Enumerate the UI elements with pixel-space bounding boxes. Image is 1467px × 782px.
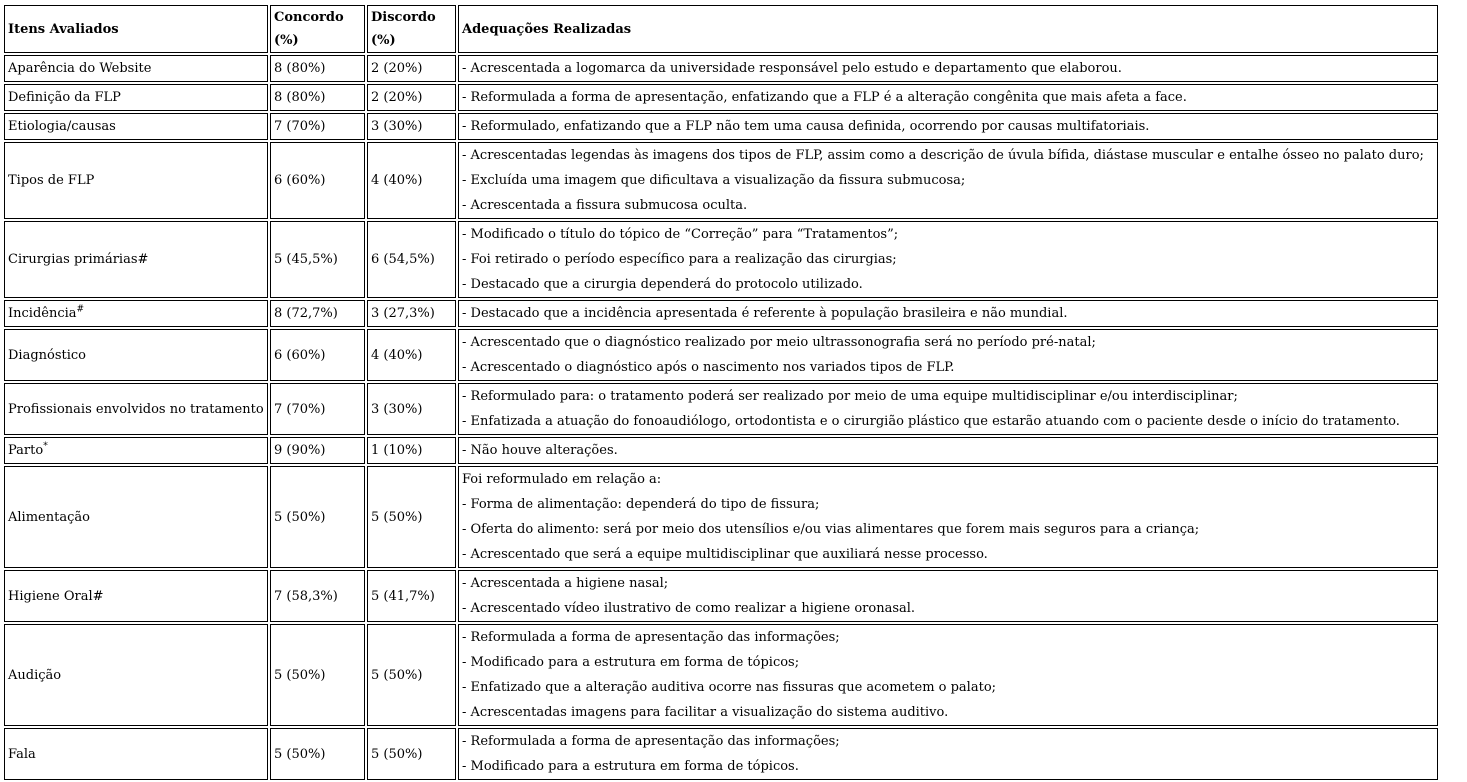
change-line: - Acrescentada a higiene nasal; [462,576,669,591]
change-line: - Não houve alterações. [462,443,618,458]
table-row [4,624,1438,726]
item-cell [4,329,268,381]
item-footnote-mark: # [76,304,85,315]
item-cell [4,570,268,622]
change-line: - Reformulada a forma de apresentação das informações; [462,734,840,749]
change-line: - Reformulada a forma de apresentação das informações; [462,630,840,645]
disagree-cell: 5 (50%) [367,624,456,726]
changes-cell [458,570,1438,622]
change-line: - Excluída uma imagem que dificultava a visualização da fissura submucosa; [462,173,966,188]
disagree-cell: 2 (20%) [367,84,456,111]
change-line: - Destacado que a incidência apresentada é referente à população brasileira e não mundial. [462,306,1068,321]
table-row [4,466,1438,568]
disagree-cell: 6 (54,5%) [367,221,456,298]
disagree-cell: 5 (50%) [367,728,456,780]
item-cell [4,113,268,140]
table-row [4,329,1438,381]
changes-cell [458,624,1438,726]
change-line: - Modificado para a estrutura em forma de tópicos. [462,759,799,774]
changes-cell [458,466,1438,568]
changes-cell [458,55,1438,82]
table-row [4,437,1438,464]
item-cell [4,142,268,219]
header-disagree: Discordo (%) [367,5,456,53]
disagree-cell: 3 (30%) [367,113,456,140]
changes-cell [458,728,1438,780]
changes-cell [458,221,1438,298]
header-row [4,5,1438,53]
table-body [4,55,1438,780]
change-line: - Reformulado para: o tratamento poderá ser realizado por meio de uma equipe multidisciplinar e/ou interdisciplinar; [462,389,1238,404]
item-footnote-mark: * [43,441,48,452]
change-line: - Forma de alimentação: dependerá do tipo de fissura; [462,497,820,512]
disagree-cell: 1 (10%) [367,437,456,464]
disagree-cell: 3 (27,3%) [367,300,456,327]
item-label: Audição [8,667,62,683]
agree-cell: 8 (72,7%) [270,300,365,327]
change-line: - Acrescentado que será a equipe multidisciplinar que auxiliará nesse processo. [462,547,988,562]
table-row [4,142,1438,219]
change-line: - Acrescentadas legendas às imagens dos tipos de FLP, assim como a descrição de úvula bífida, diástase muscular e entalhe ósseo no palato duro; [462,148,1424,163]
item-label: Alimentação [8,509,90,525]
disagree-cell: 5 (41,7%) [367,570,456,622]
item-label: Definição da FLP [8,90,121,105]
item-cell [4,624,268,726]
item-cell [4,221,268,298]
change-line: - Oferta do alimento: será por meio dos utensílios e/ou vias alimentares que forem mais seguros para a criança; [462,522,1200,537]
change-line: - Acrescentado que o diagnóstico realizado por meio ultrassonografia será no período pré-natal; [462,335,1096,350]
disagree-cell: 2 (20%) [367,55,456,82]
item-cell [4,437,268,464]
table-row [4,728,1438,780]
disagree-cell: 4 (40%) [367,142,456,219]
agree-cell: 5 (50%) [270,624,365,726]
item-cell [4,728,268,780]
item-cell [4,383,268,435]
changes-cell [458,113,1438,140]
item-label: Profissionais envolvidos no tratamento [8,401,264,417]
change-line: Foi reformulado em relação a: [462,472,662,487]
agree-cell: 5 (50%) [270,466,365,568]
evaluation-table [2,3,1440,782]
header-agree: Concordo (%) [270,5,365,53]
item-cell [4,466,268,568]
agree-cell: 7 (70%) [270,383,365,435]
change-line: - Modificado o título do tópico de “Correção” para “Tratamentos”; [462,227,899,242]
item-label: Aparência do Website [8,61,152,76]
change-line: - Reformulado, enfatizando que a FLP não tem uma causa definida, ocorrendo por causas multifatoriais. [462,119,1150,134]
change-line: - Acrescentadas imagens para facilitar a visualização do sistema auditivo. [462,705,949,720]
agree-cell: 5 (45,5%) [270,221,365,298]
agree-cell: 7 (58,3%) [270,570,365,622]
table-row [4,55,1438,82]
header-items: Itens Avaliados [4,5,268,53]
change-line: - Modificado para a estrutura em forma de tópicos; [462,655,800,670]
table-row [4,113,1438,140]
change-line: - Reformulada a forma de apresentação, enfatizando que a FLP é a alteração congênita que mais afeta a face. [462,90,1187,105]
change-line: - Acrescentada a logomarca da universidade responsável pelo estudo e departamento que elaborou. [462,61,1122,76]
table-row [4,300,1438,327]
change-line: - Destacado que a cirurgia dependerá do protocolo utilizado. [462,277,863,292]
item-label: Fala [8,746,36,762]
agree-cell: 8 (80%) [270,55,365,82]
change-line: - Acrescentado vídeo ilustrativo de como realizar a higiene oronasal. [462,601,916,616]
item-cell [4,55,268,82]
item-cell [4,300,268,327]
header-changes: Adequações Realizadas [458,5,1438,53]
change-line: - Acrescentado o diagnóstico após o nascimento nos variados tipos de FLP. [462,360,955,375]
item-label: Tipos de FLP [8,173,95,188]
agree-cell: 5 (50%) [270,728,365,780]
agree-cell: 6 (60%) [270,329,365,381]
item-label: Parto [8,443,44,458]
agree-cell: 8 (80%) [270,84,365,111]
changes-cell [458,84,1438,111]
agree-cell: 9 (90%) [270,437,365,464]
change-line: - Enfatizada a atuação do fonoaudiólogo, ortodontista e o cirurgião plástico que estarão atuando com o paciente desde o início do tratamento. [462,414,1400,429]
changes-cell [458,300,1438,327]
agree-cell: 7 (70%) [270,113,365,140]
table-row [4,221,1438,298]
changes-cell [458,383,1438,435]
change-line: - Foi retirado o período específico para a realização das cirurgias; [462,252,897,267]
change-line: - Acrescentada a fissura submucosa oculta. [462,198,748,213]
disagree-cell: 3 (30%) [367,383,456,435]
item-label: Incidência [8,306,77,321]
table-row [4,84,1438,111]
item-label: Etiologia/causas [8,119,116,134]
table-row [4,570,1438,622]
item-label: Diagnóstico [8,347,87,363]
changes-cell [458,142,1438,219]
item-label: Cirurgias primárias# [8,252,149,267]
changes-cell [458,329,1438,381]
disagree-cell: 5 (50%) [367,466,456,568]
item-label: Higiene Oral# [8,588,104,604]
table-row [4,383,1438,435]
agree-cell: 6 (60%) [270,142,365,219]
change-line: - Enfatizado que a alteração auditiva ocorre nas fissuras que acometem o palato; [462,680,997,695]
changes-cell [458,437,1438,464]
item-cell [4,84,268,111]
disagree-cell: 4 (40%) [367,329,456,381]
